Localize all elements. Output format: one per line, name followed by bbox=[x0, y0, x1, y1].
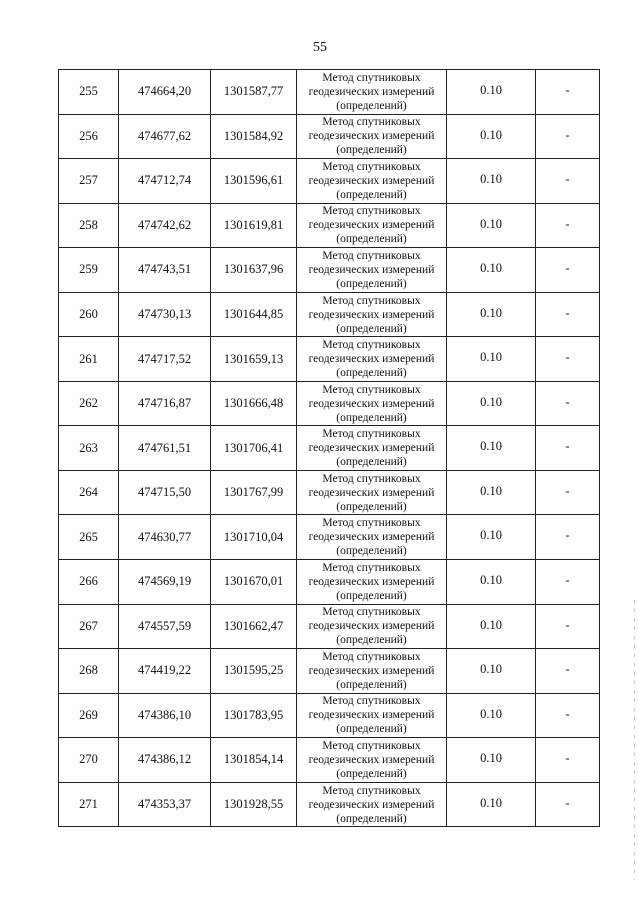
accuracy-cell: 0.10 bbox=[447, 159, 536, 204]
method-cell bbox=[297, 70, 447, 115]
accuracy-cell: 0.10 bbox=[447, 381, 536, 426]
method-text-line: Метод спутниковых bbox=[322, 249, 421, 262]
y-coordinate-cell: 1301595,25 bbox=[211, 649, 297, 694]
method-cell bbox=[297, 337, 447, 382]
y-coordinate-cell: 1301670,01 bbox=[211, 560, 297, 605]
dash-cell: - bbox=[536, 248, 600, 293]
accuracy-cell: 0.10 bbox=[447, 693, 536, 738]
table-row bbox=[59, 203, 600, 248]
table-row bbox=[59, 738, 600, 783]
method-text-line: Метод спутниковых bbox=[322, 739, 421, 752]
method-text-line: Метод спутниковых bbox=[322, 116, 421, 129]
x-coordinate-cell: 474743,51 bbox=[119, 248, 211, 293]
method-text-line: Метод спутниковых bbox=[322, 71, 421, 84]
table-row bbox=[59, 693, 600, 738]
x-coordinate-cell: 474419,22 bbox=[119, 649, 211, 694]
y-coordinate-cell: 1301659,13 bbox=[211, 337, 297, 382]
method-text-line: (определений) bbox=[336, 411, 407, 424]
method-text-line: (определений) bbox=[336, 277, 407, 290]
method-cell bbox=[297, 203, 447, 248]
dash-cell: - bbox=[536, 470, 600, 515]
point-number-cell: 269 bbox=[59, 693, 119, 738]
x-coordinate-cell: 474716,87 bbox=[119, 381, 211, 426]
method-cell bbox=[297, 159, 447, 204]
x-coordinate-cell: 474630,77 bbox=[119, 515, 211, 560]
table-row bbox=[59, 560, 600, 605]
method-text-line: геодезических измерений bbox=[308, 442, 435, 455]
method-text-line: Метод спутниковых bbox=[322, 383, 421, 396]
point-number-cell: 263 bbox=[59, 426, 119, 471]
method-text-line: (определений) bbox=[336, 322, 407, 335]
method-cell bbox=[297, 738, 447, 783]
method-cell bbox=[297, 114, 447, 159]
method-cell bbox=[297, 426, 447, 471]
table-row bbox=[59, 114, 600, 159]
accuracy-cell: 0.10 bbox=[447, 203, 536, 248]
method-text-line: (определений) bbox=[336, 634, 407, 647]
x-coordinate-cell: 474386,10 bbox=[119, 693, 211, 738]
y-coordinate-cell: 1301783,95 bbox=[211, 693, 297, 738]
method-text-line: геодезических измерений bbox=[308, 486, 435, 499]
dash-cell: - bbox=[536, 782, 600, 827]
scan-edge-marks bbox=[634, 600, 635, 880]
y-coordinate-cell: 1301584,92 bbox=[211, 114, 297, 159]
method-cell bbox=[297, 604, 447, 649]
accuracy-cell: 0.10 bbox=[447, 560, 536, 605]
method-text-line: (определений) bbox=[336, 456, 407, 469]
page-number: 55 bbox=[313, 40, 327, 55]
method-text-line: геодезических измерений bbox=[308, 397, 435, 410]
accuracy-cell: 0.10 bbox=[447, 515, 536, 560]
method-cell bbox=[297, 693, 447, 738]
point-number-cell: 270 bbox=[59, 738, 119, 783]
method-text-line: геодезических измерений bbox=[308, 620, 435, 633]
method-text-line: (определений) bbox=[336, 767, 407, 780]
point-number-cell: 259 bbox=[59, 248, 119, 293]
method-cell bbox=[297, 248, 447, 293]
coordinates-table-body bbox=[59, 70, 600, 827]
y-coordinate-cell: 1301619,81 bbox=[211, 203, 297, 248]
dash-cell: - bbox=[536, 649, 600, 694]
point-number-cell: 271 bbox=[59, 782, 119, 827]
method-text-line: Метод спутниковых bbox=[322, 606, 421, 619]
x-coordinate-cell: 474557,59 bbox=[119, 604, 211, 649]
accuracy-cell: 0.10 bbox=[447, 470, 536, 515]
table-row bbox=[59, 782, 600, 827]
method-cell bbox=[297, 381, 447, 426]
point-number-cell: 262 bbox=[59, 381, 119, 426]
method-text-line: (определений) bbox=[336, 99, 407, 112]
method-text-line: Метод спутниковых bbox=[322, 561, 421, 574]
x-coordinate-cell: 474730,13 bbox=[119, 292, 211, 337]
x-coordinate-cell: 474742,62 bbox=[119, 203, 211, 248]
y-coordinate-cell: 1301928,55 bbox=[211, 782, 297, 827]
point-number-cell: 268 bbox=[59, 649, 119, 694]
method-text-line: (определений) bbox=[336, 545, 407, 558]
method-text-line: Метод спутниковых bbox=[322, 784, 421, 797]
method-cell bbox=[297, 515, 447, 560]
method-text-line: геодезических измерений bbox=[308, 130, 435, 143]
dash-cell: - bbox=[536, 292, 600, 337]
dash-cell: - bbox=[536, 114, 600, 159]
y-coordinate-cell: 1301767,99 bbox=[211, 470, 297, 515]
point-number-cell: 265 bbox=[59, 515, 119, 560]
accuracy-cell: 0.10 bbox=[447, 70, 536, 115]
table-row bbox=[59, 248, 600, 293]
x-coordinate-cell: 474664,20 bbox=[119, 70, 211, 115]
method-text-line: (определений) bbox=[336, 188, 407, 201]
method-cell bbox=[297, 292, 447, 337]
table-row bbox=[59, 649, 600, 694]
table-row bbox=[59, 381, 600, 426]
accuracy-cell: 0.10 bbox=[447, 426, 536, 471]
dash-cell: - bbox=[536, 426, 600, 471]
method-text-line: геодезических измерений bbox=[308, 353, 435, 366]
table-row bbox=[59, 70, 600, 115]
method-text-line: Метод спутниковых bbox=[322, 695, 421, 708]
method-cell bbox=[297, 782, 447, 827]
method-text-line: Метод спутниковых bbox=[322, 160, 421, 173]
x-coordinate-cell: 474677,62 bbox=[119, 114, 211, 159]
dash-cell: - bbox=[536, 337, 600, 382]
accuracy-cell: 0.10 bbox=[447, 738, 536, 783]
table-row bbox=[59, 426, 600, 471]
dash-cell: - bbox=[536, 604, 600, 649]
accuracy-cell: 0.10 bbox=[447, 604, 536, 649]
method-text-line: геодезических измерений bbox=[308, 798, 435, 811]
table-row bbox=[59, 337, 600, 382]
method-text-line: геодезических измерений bbox=[308, 753, 435, 766]
y-coordinate-cell: 1301662,47 bbox=[211, 604, 297, 649]
x-coordinate-cell: 474569,19 bbox=[119, 560, 211, 605]
table-row bbox=[59, 515, 600, 560]
method-text-line: (определений) bbox=[336, 723, 407, 736]
dash-cell: - bbox=[536, 515, 600, 560]
point-number-cell: 257 bbox=[59, 159, 119, 204]
method-text-line: геодезических измерений bbox=[308, 174, 435, 187]
method-text-line: геодезических измерений bbox=[308, 531, 435, 544]
method-text-line: геодезических измерений bbox=[308, 709, 435, 722]
method-cell bbox=[297, 470, 447, 515]
method-text-line: геодезических измерений bbox=[308, 664, 435, 677]
method-text-line: Метод спутниковых bbox=[322, 294, 421, 307]
method-text-line: Метод спутниковых bbox=[322, 428, 421, 441]
x-coordinate-cell: 474353,37 bbox=[119, 782, 211, 827]
dash-cell: - bbox=[536, 159, 600, 204]
x-coordinate-cell: 474761,51 bbox=[119, 426, 211, 471]
table-row bbox=[59, 604, 600, 649]
y-coordinate-cell: 1301710,04 bbox=[211, 515, 297, 560]
accuracy-cell: 0.10 bbox=[447, 782, 536, 827]
point-number-cell: 266 bbox=[59, 560, 119, 605]
coordinates-table bbox=[58, 69, 600, 827]
dash-cell: - bbox=[536, 70, 600, 115]
method-text-line: (определений) bbox=[336, 678, 407, 691]
table-row bbox=[59, 292, 600, 337]
method-text-line: Метод спутниковых bbox=[322, 472, 421, 485]
point-number-cell: 264 bbox=[59, 470, 119, 515]
method-text-line: геодезических измерений bbox=[308, 219, 435, 232]
method-text-line: геодезических измерений bbox=[308, 308, 435, 321]
x-coordinate-cell: 474717,52 bbox=[119, 337, 211, 382]
dash-cell: - bbox=[536, 560, 600, 605]
accuracy-cell: 0.10 bbox=[447, 337, 536, 382]
table-row bbox=[59, 159, 600, 204]
point-number-cell: 260 bbox=[59, 292, 119, 337]
method-text-line: (определений) bbox=[336, 589, 407, 602]
method-cell bbox=[297, 649, 447, 694]
dash-cell: - bbox=[536, 203, 600, 248]
point-number-cell: 258 bbox=[59, 203, 119, 248]
point-number-cell: 261 bbox=[59, 337, 119, 382]
accuracy-cell: 0.10 bbox=[447, 114, 536, 159]
y-coordinate-cell: 1301587,77 bbox=[211, 70, 297, 115]
method-cell bbox=[297, 560, 447, 605]
dash-cell: - bbox=[536, 693, 600, 738]
method-text-line: (определений) bbox=[336, 812, 407, 825]
accuracy-cell: 0.10 bbox=[447, 248, 536, 293]
y-coordinate-cell: 1301637,96 bbox=[211, 248, 297, 293]
method-text-line: (определений) bbox=[336, 233, 407, 246]
x-coordinate-cell: 474715,50 bbox=[119, 470, 211, 515]
y-coordinate-cell: 1301644,85 bbox=[211, 292, 297, 337]
method-text-line: геодезических измерений bbox=[308, 85, 435, 98]
table-row bbox=[59, 470, 600, 515]
method-text-line: Метод спутниковых bbox=[322, 339, 421, 352]
method-text-line: Метод спутниковых bbox=[322, 650, 421, 663]
x-coordinate-cell: 474386,12 bbox=[119, 738, 211, 783]
accuracy-cell: 0.10 bbox=[447, 292, 536, 337]
x-coordinate-cell: 474712,74 bbox=[119, 159, 211, 204]
method-text-line: (определений) bbox=[336, 500, 407, 513]
y-coordinate-cell: 1301666,48 bbox=[211, 381, 297, 426]
accuracy-cell: 0.10 bbox=[447, 649, 536, 694]
method-text-line: геодезических измерений bbox=[308, 263, 435, 276]
dash-cell: - bbox=[536, 738, 600, 783]
point-number-cell: 255 bbox=[59, 70, 119, 115]
point-number-cell: 267 bbox=[59, 604, 119, 649]
point-number-cell: 256 bbox=[59, 114, 119, 159]
method-text-line: геодезических измерений bbox=[308, 575, 435, 588]
method-text-line: Метод спутниковых bbox=[322, 205, 421, 218]
dash-cell: - bbox=[536, 381, 600, 426]
method-text-line: (определений) bbox=[336, 144, 407, 157]
method-text-line: Метод спутниковых bbox=[322, 517, 421, 530]
y-coordinate-cell: 1301596,61 bbox=[211, 159, 297, 204]
y-coordinate-cell: 1301854,14 bbox=[211, 738, 297, 783]
y-coordinate-cell: 1301706,41 bbox=[211, 426, 297, 471]
method-text-line: (определений) bbox=[336, 367, 407, 380]
